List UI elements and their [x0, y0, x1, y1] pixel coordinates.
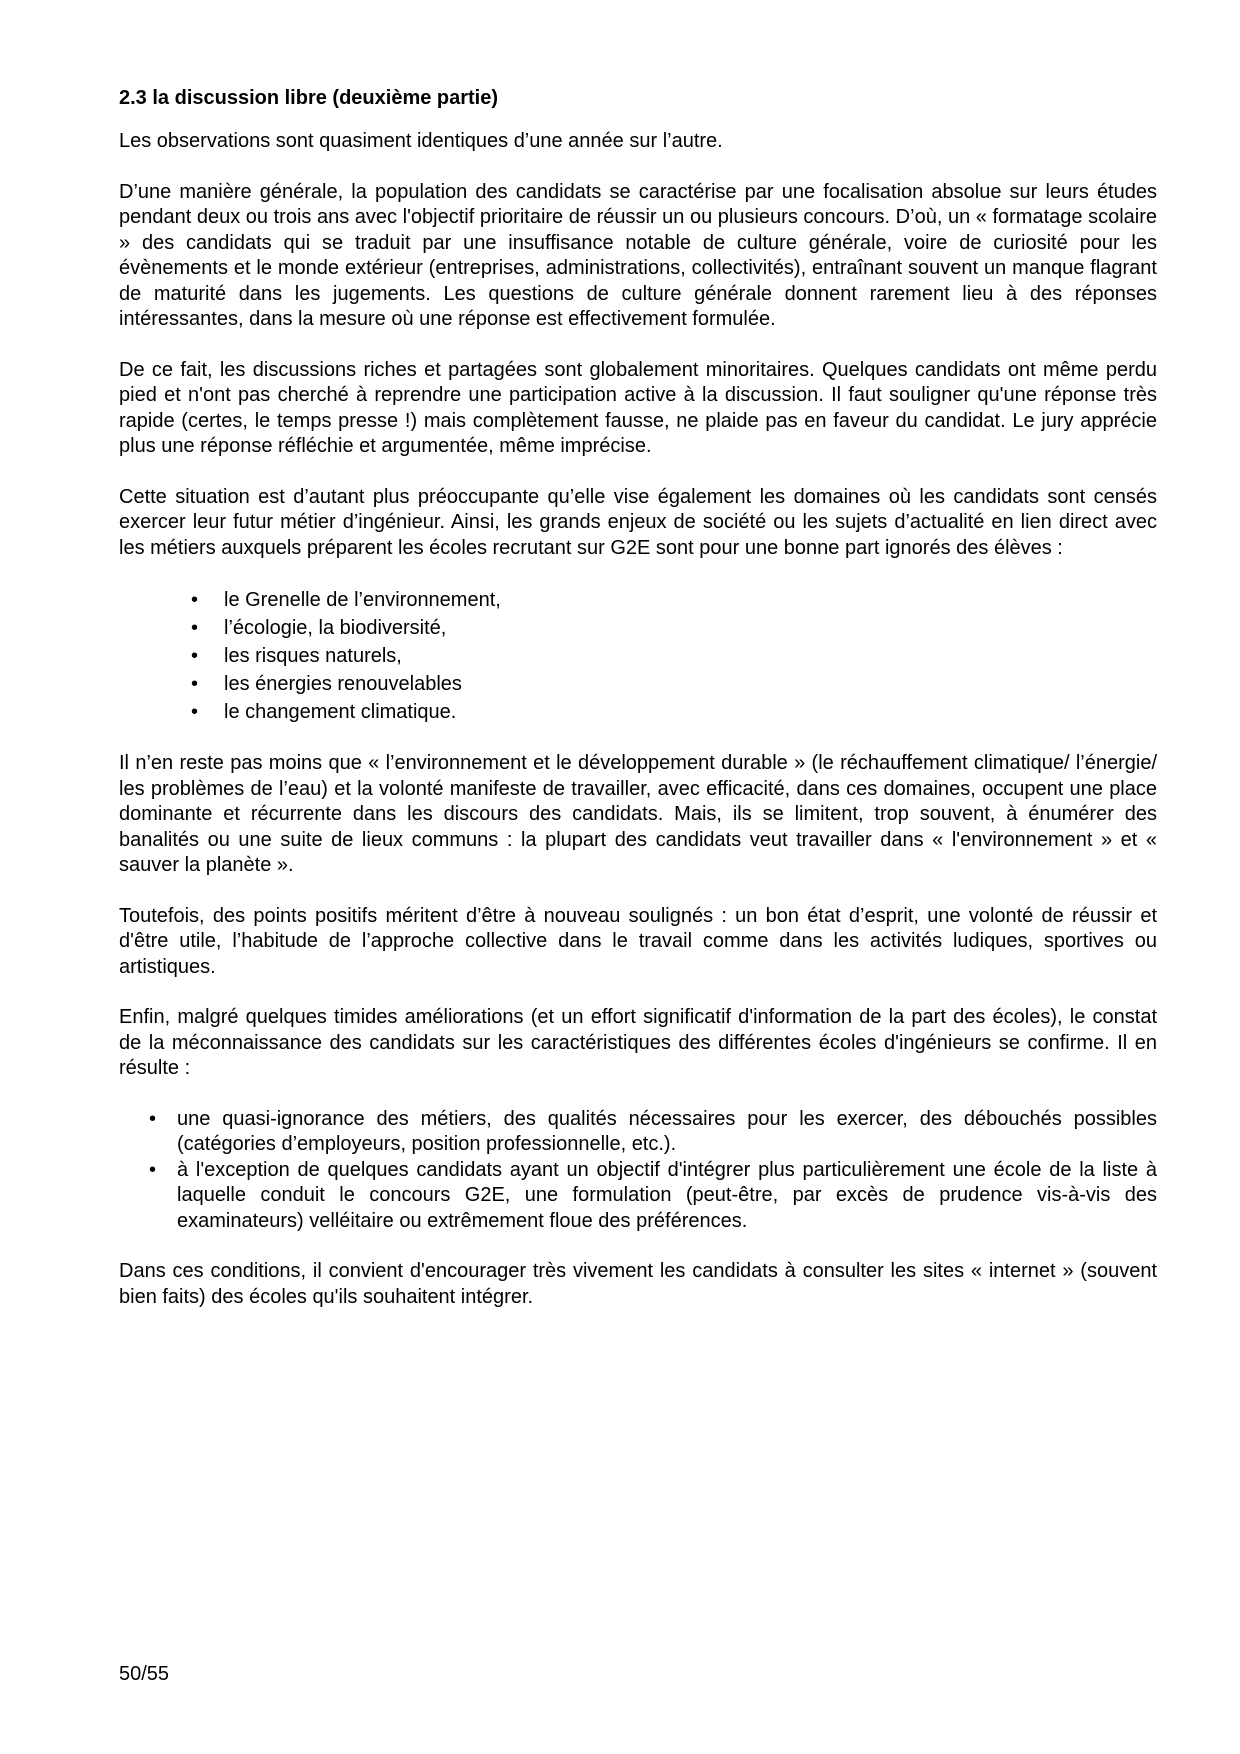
- list-item: • l’écologie, la biodiversité,: [191, 614, 1157, 642]
- page-number: 50/55: [119, 1663, 170, 1685]
- paragraph: De ce fait, les discussions riches et partagées sont globalement minoritaires. Quelques candidats ont même perdu pied et n'ont pas cherché à reprendre une participation active à la discussion. Il faut souligner qu'une réponse très rapide (certes, le temps presse !) mais complètement fausse, ne plaide pas en faveur du candidat. Le jury apprécie plus une réponse réfléchie et argumentée, même imprécise.: [119, 358, 1157, 457]
- paragraph: Il n’en reste pas moins que « l’environnement et le développement durable » (le réchauffement climatique/ l’énergie/ les problèmes de l’eau) et la volonté manifeste de travailler, avec efficacité, dans ces domaines, occupent une place dominante et récurrente dans les discours des candidats. Mais, ils se limitent, trop souvent, à énumérer des banalités ou une suite de lieux communs : la plupart des candidats veut travailler dans « l'environnement » et « sauver la planète ».: [119, 752, 1157, 876]
- list-item: • le changement climatique.: [191, 698, 1157, 726]
- list-item: • une quasi-ignorance des métiers, des qualités nécessaires pour les exercer, des débouchés possibles (catégories d’employeurs, position professionnelle, etc.).: [149, 1107, 1157, 1158]
- document-page: [119, 86, 1157, 1335]
- section-heading: 2.3 la discussion libre (deuxième partie): [119, 87, 499, 109]
- list-item: • à l'exception de quelques candidats ayant un objectif d'intégrer plus particulièrement une école de la liste à laquelle conduit le concours G2E, une formulation (peut-être, par excès de prudence vis-à-vis des examinateurs) velléitaire ou extrêmement floue des préférences.: [149, 1158, 1157, 1235]
- paragraph: Cette situation est d’autant plus préoccupante qu’elle vise également les domaines où les candidats sont censés exercer leur futur métier d’ingénieur. Ainsi, les grands enjeux de société ou les sujets d’actualité en lien direct avec les métiers auxquels préparent les écoles recrutant sur G2E sont pour une bonne part ignorés des élèves :: [119, 485, 1157, 559]
- paragraph: Toutefois, des points positifs méritent d’être à nouveau soulignés : un bon état d’esprit, une volonté de réussir et d'être utile, l’habitude de l’approche collective dans le travail comme dans les activités ludiques, sportives ou artistiques.: [119, 904, 1157, 978]
- paragraph: Les observations sont quasiment identiques d’une année sur l’autre.: [119, 130, 723, 152]
- paragraph: Enfin, malgré quelques timides améliorations (et un effort significatif d'information de la part des écoles), le constat de la méconnaissance des candidats sur les caractéristiques des différentes écoles d'ingénieurs se confirme. Il en résulte :: [119, 1006, 1157, 1079]
- closing-paragraph: Dans ces conditions, il convient d'encourager très vivement les candidats à consulter les sites « internet » (souvent bien faits) des écoles qu'ils souhaitent intégrer.: [119, 1260, 1157, 1308]
- topics-list: [191, 586, 1157, 726]
- list-item: • les énergies renouvelables: [191, 670, 1157, 698]
- paragraph: D’une manière générale, la population des candidats se caractérise par une focalisation absolue sur leurs études pendant deux ou trois ans avec l'objectif prioritaire de réussir un ou plusieurs concours. D’où, un « formatage scolaire » des candidats qui se traduit par une insuffisance notable de culture générale, voire de curiosité pour les évènements et le monde extérieur (entreprises, administrations, collectivités), entraînant souvent un manque flagrant de maturité dans les jugements. Les questions de culture générale donnent rarement lieu à des réponses intéressantes, dans la mesure où une réponse est effectivement formulée.: [119, 180, 1157, 330]
- consequences-list: [149, 1107, 1157, 1235]
- list-item: • les risques naturels,: [191, 642, 1157, 670]
- list-item: • le Grenelle de l’environnement,: [191, 586, 1157, 614]
